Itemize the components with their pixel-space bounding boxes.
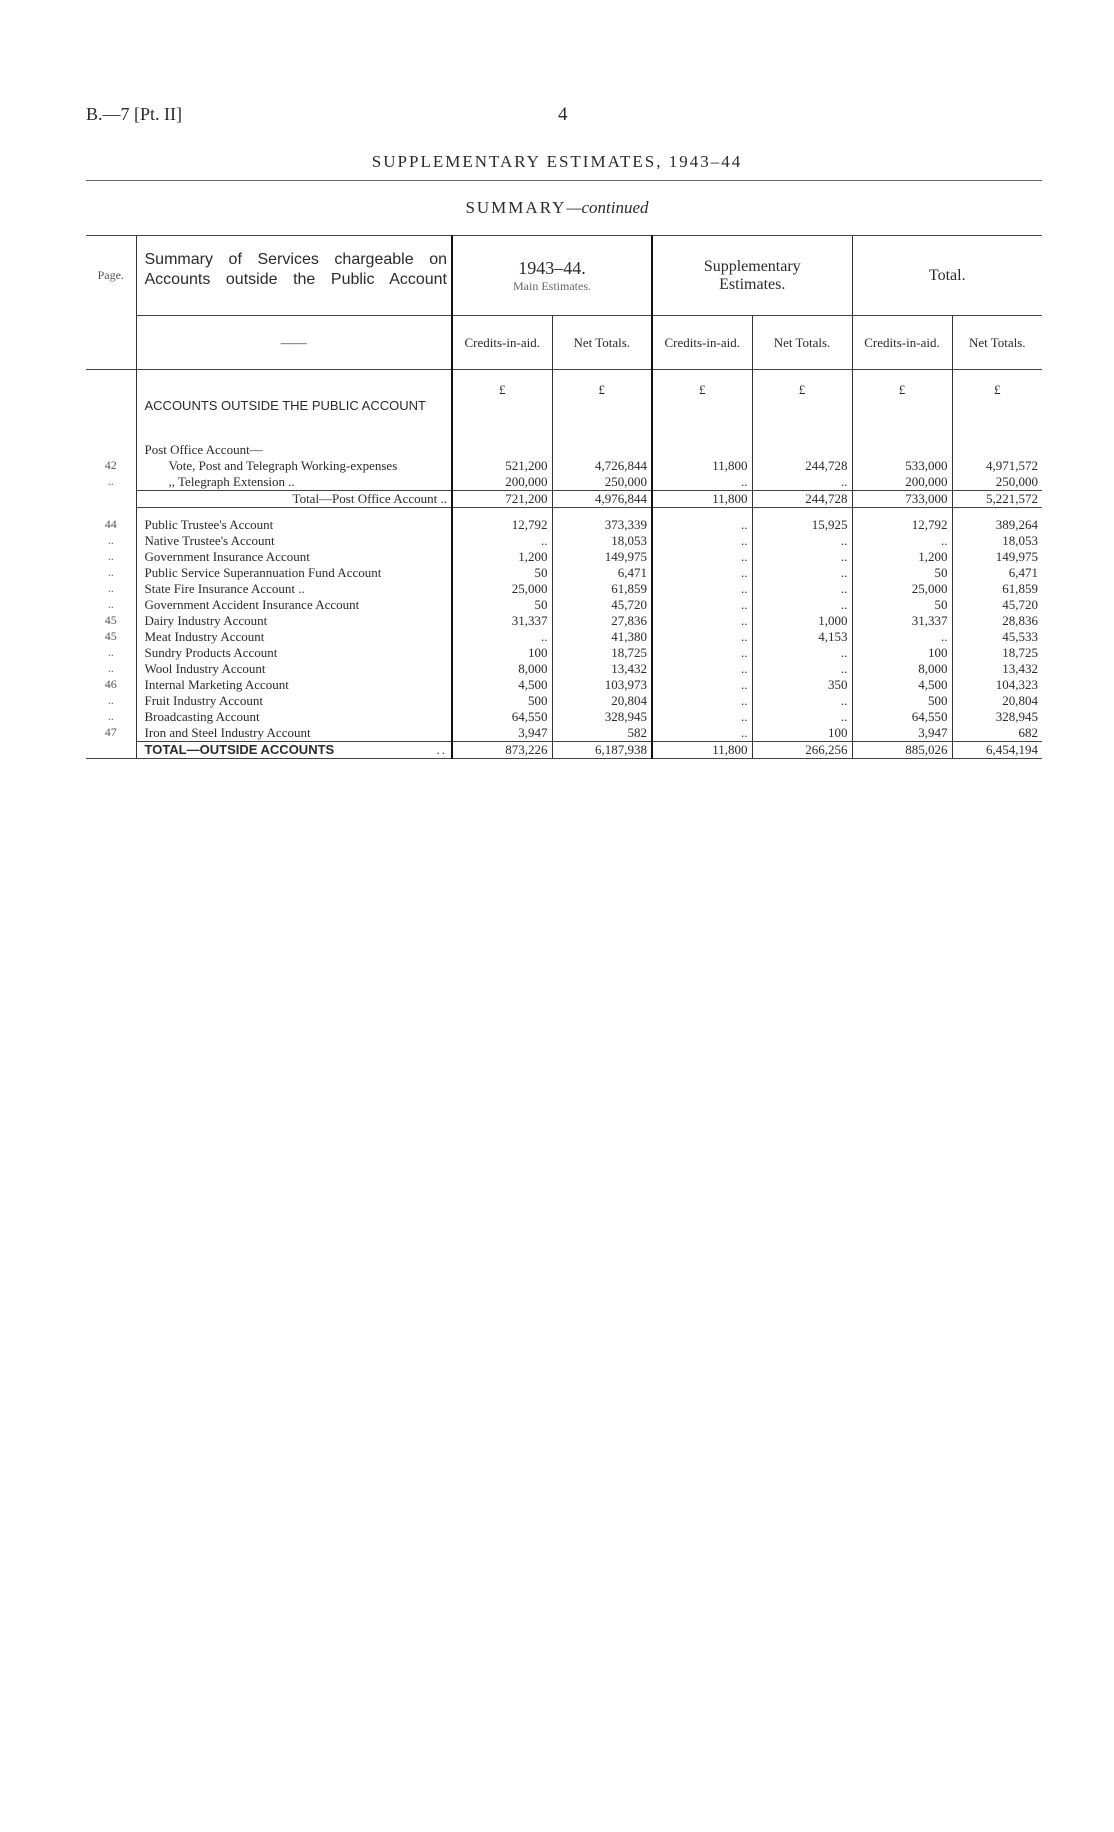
total-tc: 733,000 — [852, 490, 952, 507]
currency: £ — [652, 370, 752, 436]
row-sn: .. — [752, 474, 852, 491]
row-description: Government Accident Insurance Account — [136, 597, 452, 613]
grand-total-mc: 873,226 — [452, 742, 552, 759]
row-mn: 582 — [552, 725, 652, 742]
row-description: State Fire Insurance Account .. — [136, 581, 452, 597]
row-page: .. — [107, 473, 114, 488]
row-description: Iron and Steel Industry Account — [136, 725, 452, 742]
row-mc: 50 — [452, 565, 552, 581]
row-description: Native Trustee's Account — [136, 533, 452, 549]
currency: £ — [952, 370, 1042, 436]
row-mc: .. — [452, 533, 552, 549]
sub-credits-supp: Credits-in-aid. — [652, 316, 752, 370]
row-page: .. — [107, 565, 114, 579]
row-sc: .. — [652, 693, 752, 709]
dash-cell: —— — [136, 316, 452, 370]
row-mc: 8,000 — [452, 661, 552, 677]
row-page: 46 — [104, 677, 117, 691]
sub-net-main: Net Totals. — [552, 316, 652, 370]
row-sn: .. — [752, 533, 852, 549]
row-description: Meat Industry Account — [136, 629, 452, 645]
row-mn: 250,000 — [552, 474, 652, 491]
summary-heading — [0, 198, 1114, 218]
col-desc-header: Summary of Services chargeable on Accounts outside the Public Account — [136, 236, 452, 316]
table-row — [86, 613, 1042, 629]
row-tc: 64,550 — [852, 709, 952, 725]
row-sn: .. — [752, 661, 852, 677]
row-page-empty — [86, 742, 136, 759]
row-sn: .. — [752, 645, 852, 661]
row-description: Public Trustee's Account — [136, 517, 452, 533]
currency: £ — [552, 370, 652, 436]
row-description: Vote, Post and Telegraph Working-expenses — [136, 458, 452, 474]
row-tc: 50 — [852, 597, 952, 613]
row-tn: 682 — [952, 725, 1042, 742]
table-row — [86, 517, 1042, 533]
row-description: Broadcasting Account — [136, 709, 452, 725]
table-row — [86, 661, 1042, 677]
row-tn: 20,804 — [952, 693, 1042, 709]
row-sn: 1,000 — [752, 613, 852, 629]
spacer-row — [86, 507, 1042, 517]
row-tn: 104,323 — [952, 677, 1042, 693]
row-tc: 8,000 — [852, 661, 952, 677]
grand-total-text: TOTAL—OUTSIDE ACCOUNTS — [144, 742, 335, 757]
row-sc: .. — [652, 709, 752, 725]
header-row-1 — [86, 236, 1042, 316]
section-heading: ACCOUNTS OUTSIDE THE PUBLIC ACCOUNT — [136, 370, 452, 436]
row-mc: 500 — [452, 693, 552, 709]
row-mn: 18,725 — [552, 645, 652, 661]
row-sn: .. — [752, 549, 852, 565]
row-sc: .. — [652, 597, 752, 613]
row-page: .. — [107, 533, 114, 547]
post-office-heading-row — [86, 436, 1042, 458]
sub-net-supp: Net Totals. — [752, 316, 852, 370]
row-sn: 350 — [752, 677, 852, 693]
row-tc: 31,337 — [852, 613, 952, 629]
row-tn: 4,971,572 — [952, 458, 1042, 474]
summary-label: SUMMARY — [465, 198, 567, 217]
row-sn: .. — [752, 597, 852, 613]
row-description: Sundry Products Account — [136, 645, 452, 661]
row-page: 47 — [104, 725, 117, 739]
post-office-row — [86, 474, 1042, 491]
post-office-row — [86, 458, 1042, 474]
row-page: .. — [107, 661, 114, 675]
row-mn: 4,726,844 — [552, 458, 652, 474]
row-tc: 100 — [852, 645, 952, 661]
row-mc: 12,792 — [452, 517, 552, 533]
row-sc: .. — [652, 474, 752, 491]
grand-total-row — [86, 742, 1042, 759]
total-sc: 11,800 — [652, 490, 752, 507]
grand-total-sn: 266,256 — [752, 742, 852, 759]
post-office-total-row — [86, 490, 1042, 507]
row-page: .. — [107, 549, 114, 563]
row-mn: 373,339 — [552, 517, 652, 533]
row-page: .. — [107, 693, 114, 707]
table-row — [86, 549, 1042, 565]
leader-dots: .. — [436, 742, 447, 757]
row-tc: 1,200 — [852, 549, 952, 565]
row-sn: 15,925 — [752, 517, 852, 533]
currency: £ — [452, 370, 552, 436]
row-mc: 200,000 — [452, 474, 552, 491]
total-mn: 4,976,844 — [552, 490, 652, 507]
document-title: SUPPLEMENTARY ESTIMATES, 1943–44 — [371, 152, 743, 171]
row-tc: 3,947 — [852, 725, 952, 742]
summary-continued: —continued — [566, 198, 649, 217]
sub-credits-total: Credits-in-aid. — [852, 316, 952, 370]
row-sc: .. — [652, 661, 752, 677]
header-row-2 — [86, 316, 1042, 370]
row-mc: 31,337 — [452, 613, 552, 629]
row-mc: 521,200 — [452, 458, 552, 474]
row-page: .. — [107, 709, 114, 723]
row-mc: .. — [452, 629, 552, 645]
row-sn: 4,153 — [752, 629, 852, 645]
row-sc: .. — [652, 645, 752, 661]
total-mc: 721,200 — [452, 490, 552, 507]
grand-total-mn: 6,187,938 — [552, 742, 652, 759]
row-tc: 12,792 — [852, 517, 952, 533]
row-tn: 18,725 — [952, 645, 1042, 661]
grand-total-tn: 6,454,194 — [952, 742, 1042, 759]
table-row — [86, 565, 1042, 581]
table-row — [86, 533, 1042, 549]
row-mc: 25,000 — [452, 581, 552, 597]
row-tn: 149,975 — [952, 549, 1042, 565]
grand-total-sc: 11,800 — [652, 742, 752, 759]
row-page: 42 — [104, 457, 117, 472]
row-tn: 6,471 — [952, 565, 1042, 581]
row-description: Government Insurance Account — [136, 549, 452, 565]
row-sn: .. — [752, 709, 852, 725]
row-tc: 533,000 — [852, 458, 952, 474]
col-page-header: Page. — [97, 268, 124, 282]
row-tc: 500 — [852, 693, 952, 709]
row-tn: 250,000 — [952, 474, 1042, 491]
row-tn: 28,836 — [952, 613, 1042, 629]
row-tc: 50 — [852, 565, 952, 581]
row-tc: 4,500 — [852, 677, 952, 693]
table-row — [86, 677, 1042, 693]
row-tn: 61,859 — [952, 581, 1042, 597]
row-sc: .. — [652, 517, 752, 533]
row-mn: 45,720 — [552, 597, 652, 613]
total-tn: 5,221,572 — [952, 490, 1042, 507]
row-mn: 27,836 — [552, 613, 652, 629]
table-row — [86, 725, 1042, 742]
row-tn: 13,432 — [952, 661, 1042, 677]
row-mc: 50 — [452, 597, 552, 613]
header-rule — [86, 180, 1042, 181]
summary-table — [86, 235, 1042, 759]
col-main-header — [452, 236, 652, 316]
row-tn: 45,533 — [952, 629, 1042, 645]
section-heading-row — [86, 370, 1042, 436]
document-reference: B.—7 [Pt. II] — [86, 104, 182, 124]
table-row — [86, 581, 1042, 597]
row-tn: 45,720 — [952, 597, 1042, 613]
row-description: ,, Telegraph Extension .. — [136, 474, 452, 491]
row-sc: .. — [652, 581, 752, 597]
row-page: 45 — [104, 629, 117, 643]
row-description: Public Service Superannuation Fund Account — [136, 565, 452, 581]
main-year: 1943–44. — [518, 257, 586, 278]
row-sc: .. — [652, 613, 752, 629]
row-sc: .. — [652, 629, 752, 645]
row-sc: .. — [652, 725, 752, 742]
row-sc: .. — [652, 533, 752, 549]
table-row — [86, 693, 1042, 709]
row-tc: 25,000 — [852, 581, 952, 597]
row-sn: 244,728 — [752, 458, 852, 474]
row-mn: 103,973 — [552, 677, 652, 693]
table-row — [86, 597, 1042, 613]
row-sn: 100 — [752, 725, 852, 742]
sub-credits-main: Credits-in-aid. — [452, 316, 552, 370]
row-page: 44 — [104, 517, 117, 531]
row-tc: .. — [852, 533, 952, 549]
post-office-heading: Post Office Account— — [136, 436, 452, 458]
table-row — [86, 629, 1042, 645]
row-mc: 100 — [452, 645, 552, 661]
total-sn: 244,728 — [752, 490, 852, 507]
row-description: Wool Industry Account — [136, 661, 452, 677]
row-mn: 61,859 — [552, 581, 652, 597]
row-tn: 18,053 — [952, 533, 1042, 549]
row-tn: 328,945 — [952, 709, 1042, 725]
row-description: Fruit Industry Account — [136, 693, 452, 709]
row-sc: 11,800 — [652, 458, 752, 474]
row-mc: 4,500 — [452, 677, 552, 693]
row-tn: 389,264 — [952, 517, 1042, 533]
row-mc: 3,947 — [452, 725, 552, 742]
row-sc: .. — [652, 565, 752, 581]
row-page-empty — [86, 490, 136, 507]
row-description: Internal Marketing Account — [136, 677, 452, 693]
col-total-header: Total. — [852, 236, 1042, 316]
row-mc: 64,550 — [452, 709, 552, 725]
row-tc: 200,000 — [852, 474, 952, 491]
table-row — [86, 709, 1042, 725]
grand-total-tc: 885,026 — [852, 742, 952, 759]
row-mn: 41,380 — [552, 629, 652, 645]
row-page: .. — [107, 581, 114, 595]
row-sn: .. — [752, 693, 852, 709]
row-sc: .. — [652, 549, 752, 565]
row-mn: 13,432 — [552, 661, 652, 677]
row-page: .. — [107, 597, 114, 611]
row-mc: 1,200 — [452, 549, 552, 565]
row-mn: 328,945 — [552, 709, 652, 725]
currency: £ — [752, 370, 852, 436]
row-mn: 6,471 — [552, 565, 652, 581]
row-sc: .. — [652, 677, 752, 693]
row-page: .. — [107, 645, 114, 659]
row-sn: .. — [752, 581, 852, 597]
row-sn: .. — [752, 565, 852, 581]
currency: £ — [852, 370, 952, 436]
grand-total-label — [136, 742, 452, 759]
col-supp-header: Supplementary Estimates. — [652, 236, 852, 316]
post-office-total-label: Total—Post Office Account .. — [136, 490, 452, 507]
main-sub: Main Estimates. — [513, 278, 591, 293]
page-number: 4 — [558, 104, 568, 125]
sub-net-total: Net Totals. — [952, 316, 1042, 370]
table-row — [86, 645, 1042, 661]
row-page: 45 — [104, 613, 117, 627]
row-mn: 20,804 — [552, 693, 652, 709]
row-mn: 149,975 — [552, 549, 652, 565]
row-description: Dairy Industry Account — [136, 613, 452, 629]
row-tc: .. — [852, 629, 952, 645]
row-mn: 18,053 — [552, 533, 652, 549]
